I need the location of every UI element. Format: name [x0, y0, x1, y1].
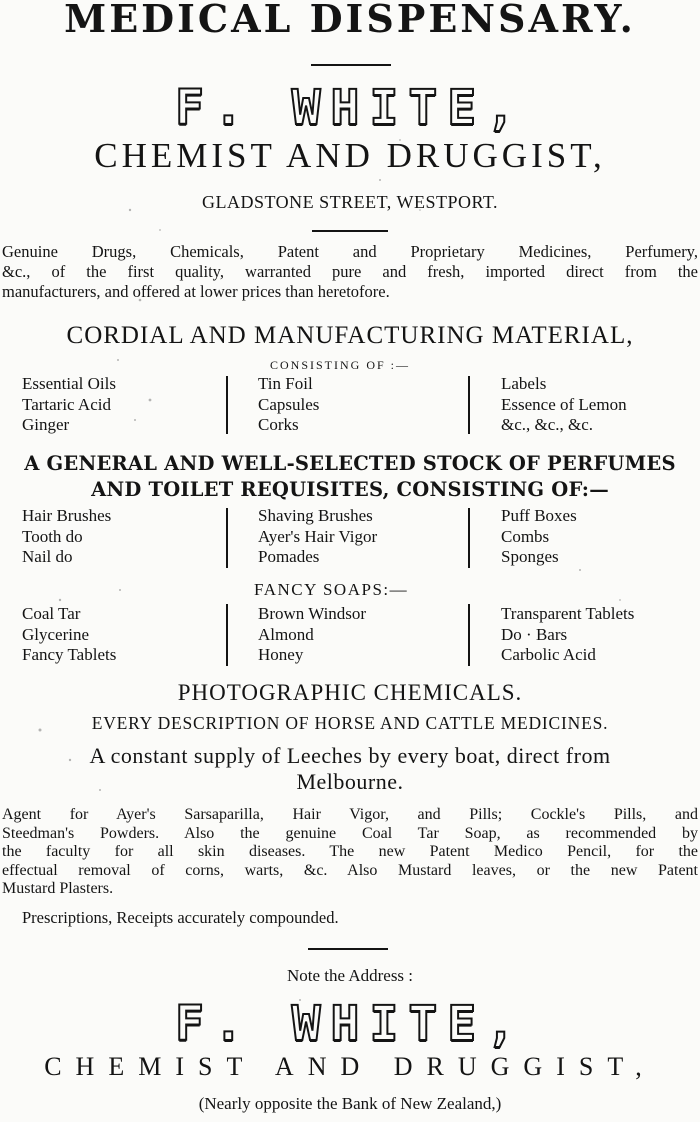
intro-line: Genuine Drugs, Chemicals, Patent and Proprietary Medicines, Perfumery,: [2, 242, 698, 261]
prescriptions-line: Prescriptions, Receipts accurately compounded.: [22, 908, 339, 927]
agent-line: effectual removal of corns, warts, &c. Also Mustard leaves, or the new Patent: [2, 861, 698, 879]
horse-cattle-heading: EVERY DESCRIPTION OF HORSE AND CATTLE MEDICINES.: [91, 713, 609, 733]
list-item: Hair Brushes: [22, 506, 112, 525]
list-item: Transparent Tablets: [501, 604, 635, 623]
list-item: Combs: [501, 526, 550, 546]
leeches-line: A constant supply of Leeches by every boat, direct from: [89, 743, 611, 768]
fancy-soaps-heading: FANCY SOAPS:—: [254, 580, 409, 599]
cordial-subheading: CONSISTING OF :—: [270, 358, 411, 372]
list-item: Tooth do: [22, 526, 83, 546]
agent-line: Agent for Ayer's Sarsaparilla, Hair Vigor, and Pills; Cockle's Pills, and: [2, 806, 698, 823]
footer-proprietor-name: F. WHITE,: [174, 996, 526, 1052]
list-item: Labels: [501, 374, 547, 393]
list-item: Glycerine: [22, 624, 90, 644]
list-item: Ayer's Hair Vigor: [258, 526, 378, 546]
leeches-line: Melbourne.: [296, 769, 404, 794]
list-item: Do · Bars: [501, 624, 568, 644]
list-item: Honey: [258, 645, 304, 664]
agent-line: Steedman's Powders. Also the genuine Coal Tar Soap, as recommended by: [2, 824, 698, 842]
perfumes-heading-line-2: AND TOILET REQUISITES, CONSISTING OF:—: [91, 478, 609, 501]
intro-line: manufacturers, and offered at lower prices than heretofore.: [2, 282, 390, 301]
list-item: Shaving Brushes: [258, 506, 373, 525]
trade-title: CHEMIST AND DRUGGIST,: [94, 136, 606, 175]
intro-line: &c., of the first quality, warranted pure and fresh, imported direct from the: [2, 262, 698, 281]
list-item: Nail do: [22, 547, 73, 566]
list-item: Tartaric Acid: [22, 394, 111, 414]
list-item: &c., &c., &c.: [501, 415, 594, 434]
agent-line: the faculty for all skin diseases. The new Patent Medico Pencil, for the: [2, 843, 698, 860]
page-title: MEDICAL DISPENSARY.: [64, 0, 636, 41]
footer-trade-title: CHEMIST AND DRUGGIST,: [44, 1052, 656, 1081]
list-item: Fancy Tablets: [22, 645, 117, 664]
photographic-heading: PHOTOGRAPHIC CHEMICALS.: [177, 680, 523, 705]
list-item: Coal Tar: [22, 604, 81, 623]
list-item: Capsules: [258, 394, 320, 414]
list-item: Carbolic Acid: [501, 645, 596, 664]
perfumes-heading-line-1: A GENERAL AND WELL-SELECTED STOCK OF PERFUMES: [24, 452, 676, 475]
list-item: Pomades: [258, 547, 320, 566]
list-item: Puff Boxes: [501, 506, 577, 525]
list-item: Almond: [258, 624, 314, 644]
list-item: Corks: [258, 415, 299, 434]
list-item: Tin Foil: [258, 374, 313, 393]
list-item: Essence of Lemon: [501, 394, 627, 414]
list-item: Brown Windsor: [258, 604, 367, 623]
footer-location: (Nearly opposite the Bank of New Zealand,): [198, 1094, 502, 1113]
list-item: Essential Oils: [22, 374, 116, 393]
proprietor-name: F. WHITE,: [174, 80, 526, 136]
shop-address: GLADSTONE STREET, WESTPORT.: [201, 192, 499, 212]
list-item: Sponges: [501, 547, 559, 566]
cordial-heading: CORDIAL AND MANUFACTURING MATERIAL,: [66, 322, 634, 349]
agent-line: Mustard Plasters.: [2, 880, 114, 897]
list-item: Ginger: [22, 415, 70, 434]
address-note: Note the Address :: [286, 966, 414, 985]
